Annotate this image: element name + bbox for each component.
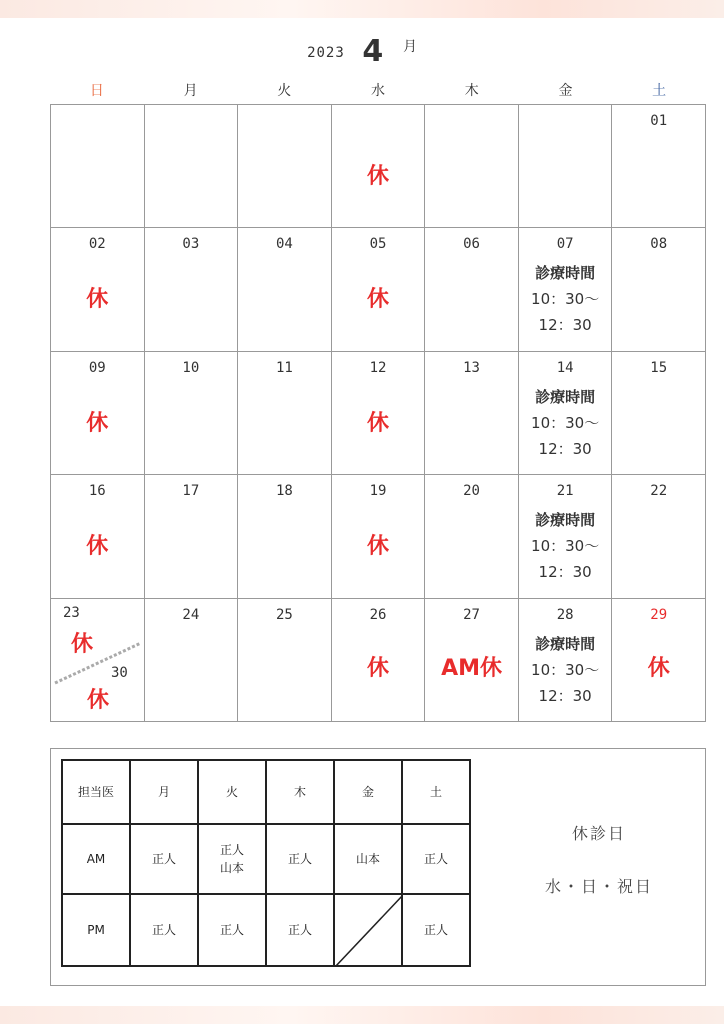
am-thu-cell: 正人 [266, 824, 334, 894]
weekday-sun: 日 [89, 83, 104, 99]
calendar-cell-27 [425, 599, 519, 722]
calendar-grid [50, 104, 706, 722]
calendar-cell-02 [51, 228, 145, 351]
calendar-cell-14 [519, 352, 613, 475]
calendar-cell-19 [332, 475, 426, 598]
hours-start: 10：30～ [531, 660, 600, 679]
date-label: 09 [88, 359, 106, 376]
consultation-hours [519, 384, 612, 462]
calendar-cell-03 [145, 228, 239, 351]
date-label: 26 [369, 606, 387, 623]
date-label: 27 [463, 606, 480, 623]
calendar-cell-empty [51, 105, 145, 228]
date-label: 10 [182, 359, 200, 376]
weekday-fri: 金 [558, 83, 573, 99]
date-label: 05 [369, 236, 387, 253]
calendar-cell-17 [145, 475, 239, 598]
table-row-am [62, 824, 470, 894]
row-label-pm: PM [62, 894, 130, 966]
date-label: 07 [556, 236, 574, 253]
hours-end: 12：30 [538, 686, 592, 705]
top-decorative-strip [0, 0, 724, 18]
hours-title: 診療時間 [535, 387, 596, 406]
weekday-header [50, 80, 706, 102]
closed-mark: 休 [366, 534, 389, 560]
closed-mark: 休 [86, 534, 109, 560]
pm-thu-cell: 正人 [266, 894, 334, 966]
closed-mark: 休 [647, 655, 670, 681]
calendar-cell-26 [332, 599, 426, 722]
calendar-cell-23-30 [51, 599, 145, 722]
consultation-hours [519, 631, 612, 709]
closed-mark-30: 休 [87, 687, 110, 713]
date-label: 13 [463, 359, 480, 376]
date-label-23: 23 [63, 604, 80, 621]
date-label: 22 [650, 483, 668, 500]
date-label: 16 [88, 483, 106, 500]
calendar-cell-empty [145, 105, 239, 228]
am-fri-cell: 山本 [334, 824, 402, 894]
hours-title: 診療時間 [535, 634, 596, 653]
calendar-cell-22 [612, 475, 706, 598]
calendar-cell-07 [519, 228, 613, 351]
closed-mark: 休 [366, 410, 389, 436]
calendar-cell-09 [51, 352, 145, 475]
date-label: 04 [275, 236, 293, 253]
hours-start: 10：30～ [531, 537, 600, 556]
calendar-cell-08 [612, 228, 706, 351]
hours-end: 12：30 [538, 563, 592, 582]
date-label-30: 30 [111, 664, 128, 681]
date-label: 25 [275, 606, 293, 623]
calendar-cell-empty-wed [332, 105, 426, 228]
closed-days-list: 水・日・祝日 [544, 877, 653, 896]
calendar-cell-empty [425, 105, 519, 228]
date-label-holiday: 29 [650, 606, 668, 623]
hours-start: 10：30～ [531, 413, 600, 432]
row-label-am: AM [62, 824, 130, 894]
doctor-schedule-table [61, 759, 471, 967]
date-label: 12 [369, 359, 387, 376]
am-sat-cell: 正人 [402, 824, 470, 894]
header-cell-tue: 火 [198, 760, 266, 824]
date-label: 06 [463, 236, 480, 253]
hours-end: 12：30 [538, 439, 592, 458]
closed-days-title: 休診日 [571, 824, 626, 843]
calendar-cell-15 [612, 352, 706, 475]
date-label: 20 [463, 483, 480, 500]
hours-end: 12：30 [538, 316, 592, 335]
am-tue-cell [198, 824, 266, 894]
calendar-cell-18 [238, 475, 332, 598]
calendar-cell-06 [425, 228, 519, 351]
calendar-cell-28 [519, 599, 613, 722]
calendar-cell-04 [238, 228, 332, 351]
am-tue-doctor-1: 正人 [219, 843, 244, 857]
closed-mark: 休 [366, 287, 389, 313]
date-label: 18 [275, 483, 293, 500]
header-cell-thu: 木 [266, 760, 334, 824]
pm-sat-cell: 正人 [402, 894, 470, 966]
bottom-decorative-strip [0, 1006, 724, 1024]
consultation-hours [519, 260, 612, 338]
weekday-wed: 水 [371, 83, 386, 99]
closed-mark: 休 [366, 655, 389, 681]
closed-mark: 休 [86, 410, 109, 436]
date-label: 03 [182, 236, 200, 253]
am-closed-mark: AM休 [441, 655, 503, 681]
calendar-cell-25 [238, 599, 332, 722]
weekday-tue: 火 [277, 83, 292, 99]
calendar-cell-10 [145, 352, 239, 475]
closed-days-section [511, 821, 687, 897]
table-row-pm [62, 894, 470, 966]
date-label: 24 [182, 606, 200, 623]
date-label: 08 [650, 236, 668, 253]
header-cell-doctor: 担当医 [62, 760, 130, 824]
weekday-sat: 土 [652, 83, 667, 99]
date-label: 19 [369, 483, 387, 500]
hours-title: 診療時間 [535, 511, 596, 530]
calendar-cell-empty [238, 105, 332, 228]
calendar-cell-21 [519, 475, 613, 598]
closed-mark: 休 [366, 164, 389, 189]
date-label: 02 [88, 236, 106, 253]
calendar-cell-05 [332, 228, 426, 351]
diagonal-slash [335, 895, 403, 967]
calendar-cell-24 [145, 599, 239, 722]
weekday-mon: 月 [183, 83, 198, 99]
pm-fri-cell-empty [334, 894, 402, 966]
pm-tue-cell: 正人 [198, 894, 266, 966]
closed-mark-23: 休 [71, 631, 94, 657]
am-tue-doctor-2: 山本 [219, 861, 244, 875]
date-label: 28 [556, 606, 574, 623]
header-cell-mon: 月 [130, 760, 198, 824]
calendar-cell-29 [612, 599, 706, 722]
calendar-cell-20 [425, 475, 519, 598]
calendar-title [0, 34, 724, 69]
hours-start: 10：30～ [531, 290, 600, 309]
am-mon-cell: 正人 [130, 824, 198, 894]
weekday-thu: 木 [464, 83, 479, 99]
calendar-cell-empty [519, 105, 613, 228]
date-label: 14 [556, 359, 574, 376]
month: 4 [362, 34, 384, 69]
table-header-row [62, 760, 470, 824]
date-label: 15 [650, 359, 668, 376]
calendar-cell-01 [612, 105, 706, 228]
info-box [50, 748, 706, 986]
date-label: 01 [650, 113, 668, 129]
date-label: 17 [182, 483, 200, 500]
calendar-cell-11 [238, 352, 332, 475]
year: 2023 [307, 45, 345, 61]
header-cell-fri: 金 [334, 760, 402, 824]
month-unit: 月 [402, 39, 417, 55]
hours-title: 診療時間 [535, 264, 596, 283]
consultation-hours [519, 507, 612, 585]
pm-mon-cell: 正人 [130, 894, 198, 966]
date-label: 11 [275, 359, 293, 376]
calendar-cell-16 [51, 475, 145, 598]
date-label: 21 [556, 483, 574, 500]
closed-mark: 休 [86, 287, 109, 313]
header-cell-sat: 土 [402, 760, 470, 824]
calendar-cell-13 [425, 352, 519, 475]
calendar-cell-12 [332, 352, 426, 475]
